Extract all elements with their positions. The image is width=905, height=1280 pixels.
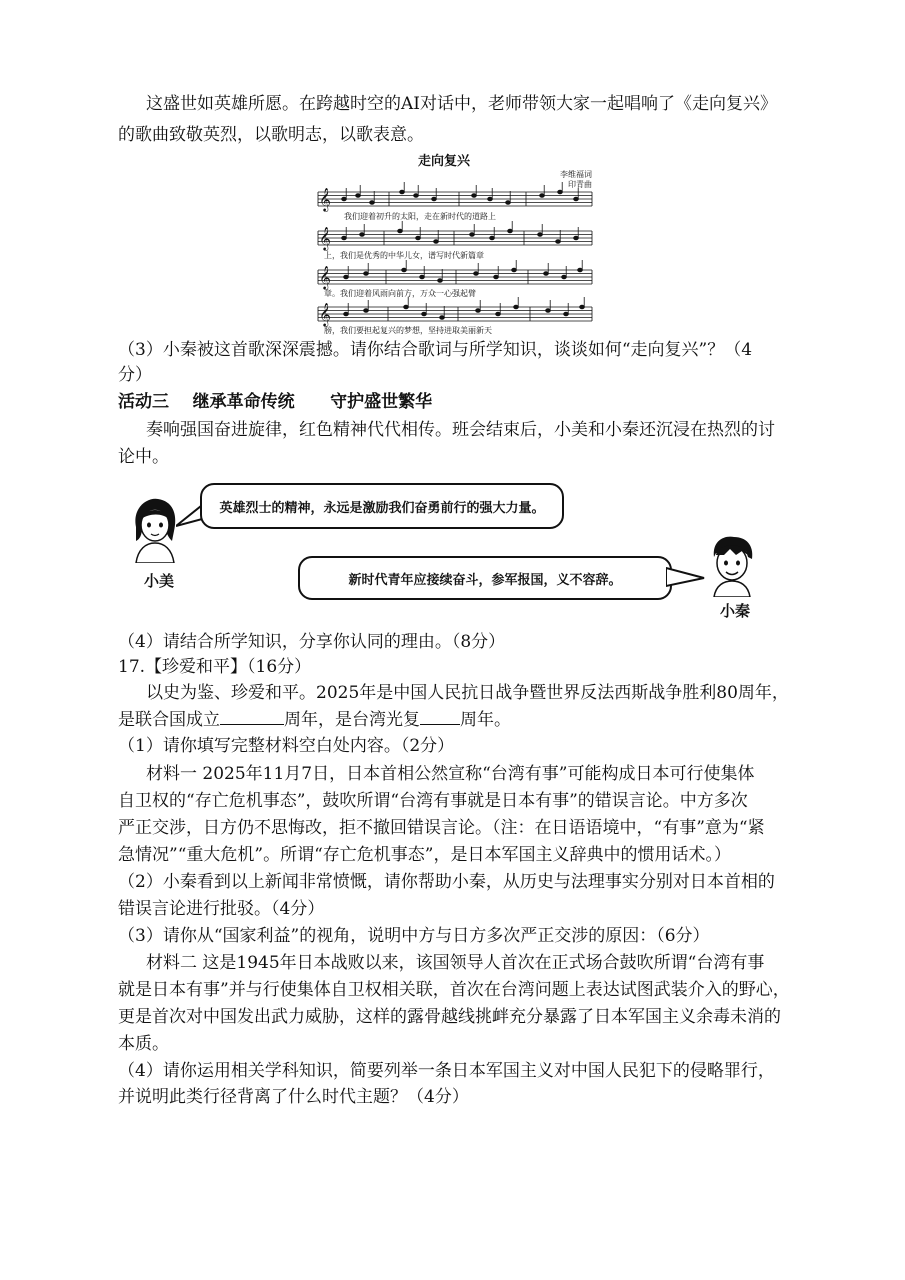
taiwan-recovery-blank[interactable] — [420, 708, 460, 725]
svg-text:𝄞: 𝄞 — [319, 226, 331, 250]
q17-para-line-2-c: 周年。 — [460, 710, 511, 730]
bubble-tail-2 — [666, 566, 706, 590]
q17-sub-3: （3）请你从“国家利益”的视角，说明中方与日方多次严正交涉的原因：（6分） — [118, 926, 710, 946]
q17-sub-1: （1）请你填写完整材料空白处内容。（2分） — [118, 736, 455, 756]
speech-xiaoqin-text: 新时代青年应接续奋斗，参军报国，义不容辞。 — [348, 572, 622, 588]
svg-text:𝄞: 𝄞 — [319, 302, 331, 326]
material-2-line-2: 就是日本有事”并与行使集体自卫权相关联，首次在台湾问题上表达试图武装介入的野心， — [118, 980, 790, 1000]
svg-text:𝄞: 𝄞 — [319, 265, 331, 289]
speech-bubble-xiaomei — [200, 483, 564, 529]
material-2-line-4: 本质。 — [118, 1034, 169, 1054]
speaker-xiaoqin-label: 小秦 — [720, 602, 751, 620]
material-1-line-4: 急情况”“重大危机”。所谓“存亡危机事态”，是日本军国主义辞典中的惯用话术。） — [118, 845, 731, 865]
question-3-line-2: 分） — [118, 365, 152, 385]
q17-para-line-2-b: 周年，是台湾光复 — [284, 710, 420, 730]
song-title: 走向复兴 — [418, 154, 471, 169]
boy-avatar-icon — [704, 535, 760, 597]
speech-xiaomei-text: 英雄烈士的精神，永远是激励我们奋勇前行的强大力量。 — [219, 500, 545, 516]
lyrics-line-3: 章。我们迎着风雨向前方，万众一心强起臂 — [324, 289, 476, 298]
intro-line-1: 这盛世如英雄所愿。在跨越时空的AI对话中，老师带领大家一起唱响了《走向复兴》 — [146, 94, 777, 114]
material-1-line-2: 自卫权的“存亡危机事态”，鼓吹所谓“台湾有事就是日本有事”的错误言论。中方多次 — [118, 791, 748, 811]
intro-line-2: 的歌曲致敬英烈，以歌明志，以歌表意。 — [118, 125, 424, 145]
activity-3-para-line-2: 论中。 — [118, 447, 169, 467]
q17-sub-4-line-1: （4）请你运用相关学科知识，简要列举一条日本军国主义对中国人民犯下的侵略罪行， — [118, 1061, 775, 1081]
girl-avatar-icon — [128, 497, 182, 563]
q17-para-line-1: 以史为鉴、珍爱和平。2025年是中国人民抗日战争暨世界反法西斯战争胜利80周年， — [146, 683, 789, 703]
speaker-xiaomei-label: 小美 — [144, 572, 175, 590]
activity-3-title: 活动三 继承革命传统 守护盛世繁华 — [118, 392, 433, 412]
q17-sub-4-line-2: 并说明此类行径背离了什么时代主题？（4分） — [118, 1087, 469, 1107]
material-2-line-3: 更是首次对中国发出武力威胁，这样的露骨越线挑衅充分暴露了日本军国主义余毒未消的 — [118, 1007, 781, 1027]
song-lyricist: 李维福词 — [560, 170, 592, 179]
question-3-line-1: （3）小秦被这首歌深深震撼。请你结合歌词与所学知识，谈谈如何“走向复兴”？（4 — [118, 340, 753, 360]
question-17-heading: 17.【珍爱和平】（16分） — [118, 657, 312, 677]
material-2-line-1: 材料二 这是1945年日本战败以来，该国领导人首次在正式场合鼓吹所谓“台湾有事 — [146, 953, 765, 973]
music-score — [314, 170, 596, 335]
song-composer: 印青曲 — [568, 180, 592, 189]
material-1-line-1: 材料一 2025年11月7日，日本首相公然宣称“台湾有事”可能构成日本可行使集体 — [146, 764, 755, 784]
q17-sub-2-line-2: 错误言论进行批驳。（4分） — [118, 899, 325, 919]
activity-3-para-line-1: 奏响强国奋进旋律，红色精神代代相传。班会结束后，小美和小秦还沉浸在热烈的讨 — [146, 420, 775, 440]
lyrics-line-2: 上，我们是优秀的中华儿女，谱写时代新篇章 — [324, 251, 484, 260]
svg-text:𝄞: 𝄞 — [319, 187, 331, 211]
lyrics-line-1: 我们迎着初升的太阳，走在新时代的道路上 — [344, 212, 496, 221]
material-1-line-3: 严正交涉，日方仍不思悔改，拒不撤回错误言论。（注：在日语语境中，“有事”意为“紧 — [118, 818, 765, 838]
question-4: （4）请结合所学知识，分享你认同的理由。（8分） — [118, 632, 506, 652]
un-anniversary-blank[interactable] — [220, 708, 284, 725]
q17-para-line-2 — [118, 708, 511, 731]
lyrics-line-4: 膀，我们要担起复兴的梦想，坚持进取美丽新天 — [324, 326, 492, 335]
q17-sub-2-line-1: （2）小秦看到以上新闻非常愤慨，请你帮助小秦，从历史与法理事实分别对日本首相的 — [118, 872, 775, 892]
q17-para-line-2-a: 是联合国成立 — [118, 710, 220, 730]
speech-bubble-xiaoqin — [298, 556, 672, 600]
